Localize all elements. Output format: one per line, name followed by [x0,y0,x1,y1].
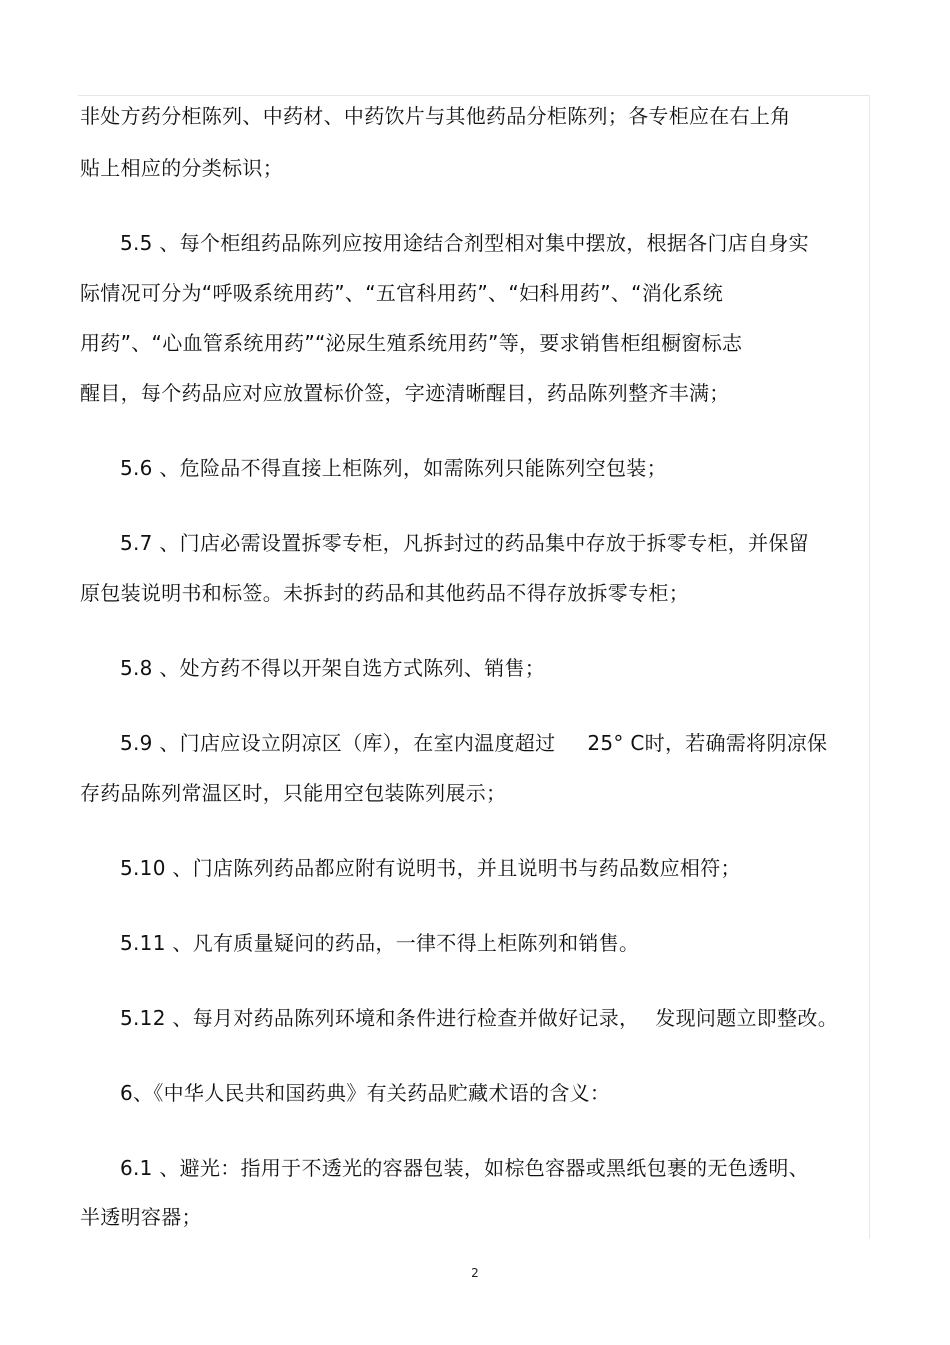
text-line: 非处方药分柜陈列、中药材、中药饮片与其他药品分柜陈列；各专柜应在右上角 [80,104,791,128]
text-line [120,1005,838,1031]
text-segment: 发现问题立即整改。 [655,1006,838,1030]
text-line: 6、《中华人民共和国药典》有关药品贮藏术语的含义： [120,1081,611,1105]
text-line: 5.7 、门店必需设置拆零专柜，凡拆封过的药品集中存放于拆零专柜，并保留 [120,531,809,555]
text-line: 半透明容器； [80,1205,202,1229]
text-line: 5.10 、门店陈列药品都应附有说明书，并且说明书与药品数应相符； [120,856,741,880]
text-line: 存药品陈列常温区时，只能用空包装陈列展示； [80,781,507,805]
text-line: 醒目，每个药品应对应放置标价签，字迹清晰醒目，药品陈列整齐丰满； [80,381,730,405]
text-line: 际情况可分为“呼吸系统用药”、“五官科用药”、“妇科用药”、“消化系统 [80,281,724,305]
text-segment: 25° C时，若确需将阴凉保 [587,731,828,755]
text-line: 5.8 、处方药不得以开架自选方式陈列、销售； [120,656,546,680]
text-line: 5.11 、凡有质量疑问的药品，一律不得上柜陈列和销售。 [120,931,640,955]
text-line: 用药”、“心血管系统用药”“泌尿生殖系统用药”等，要求销售柜组橱窗标志 [80,331,743,355]
text-line: 5.6 、危险品不得直接上柜陈列，如需陈列只能陈列空包装； [120,456,667,480]
text-line [120,730,827,756]
text-segment: 5.12 、每月对药品陈列环境和条件进行检查并做好记录， [120,1006,640,1030]
text-line: 原包装说明书和标签。未拆封的药品和其他药品不得存放拆零专柜； [80,581,689,605]
page-number: 2 [471,1266,479,1280]
text-line: 5.5 、每个柜组药品陈列应按用途结合剂型相对集中摆放，根据各门店自身实 [120,231,809,255]
text-segment: 5.9 、门店应设立阴凉区（库），在室内温度超过 [120,731,556,755]
text-line: 6.1 、避光：指用于不透光的容器包装，如棕色容器或黑纸包裹的无色透明、 [120,1156,809,1180]
text-line: 贴上相应的分类标识； [80,156,283,180]
